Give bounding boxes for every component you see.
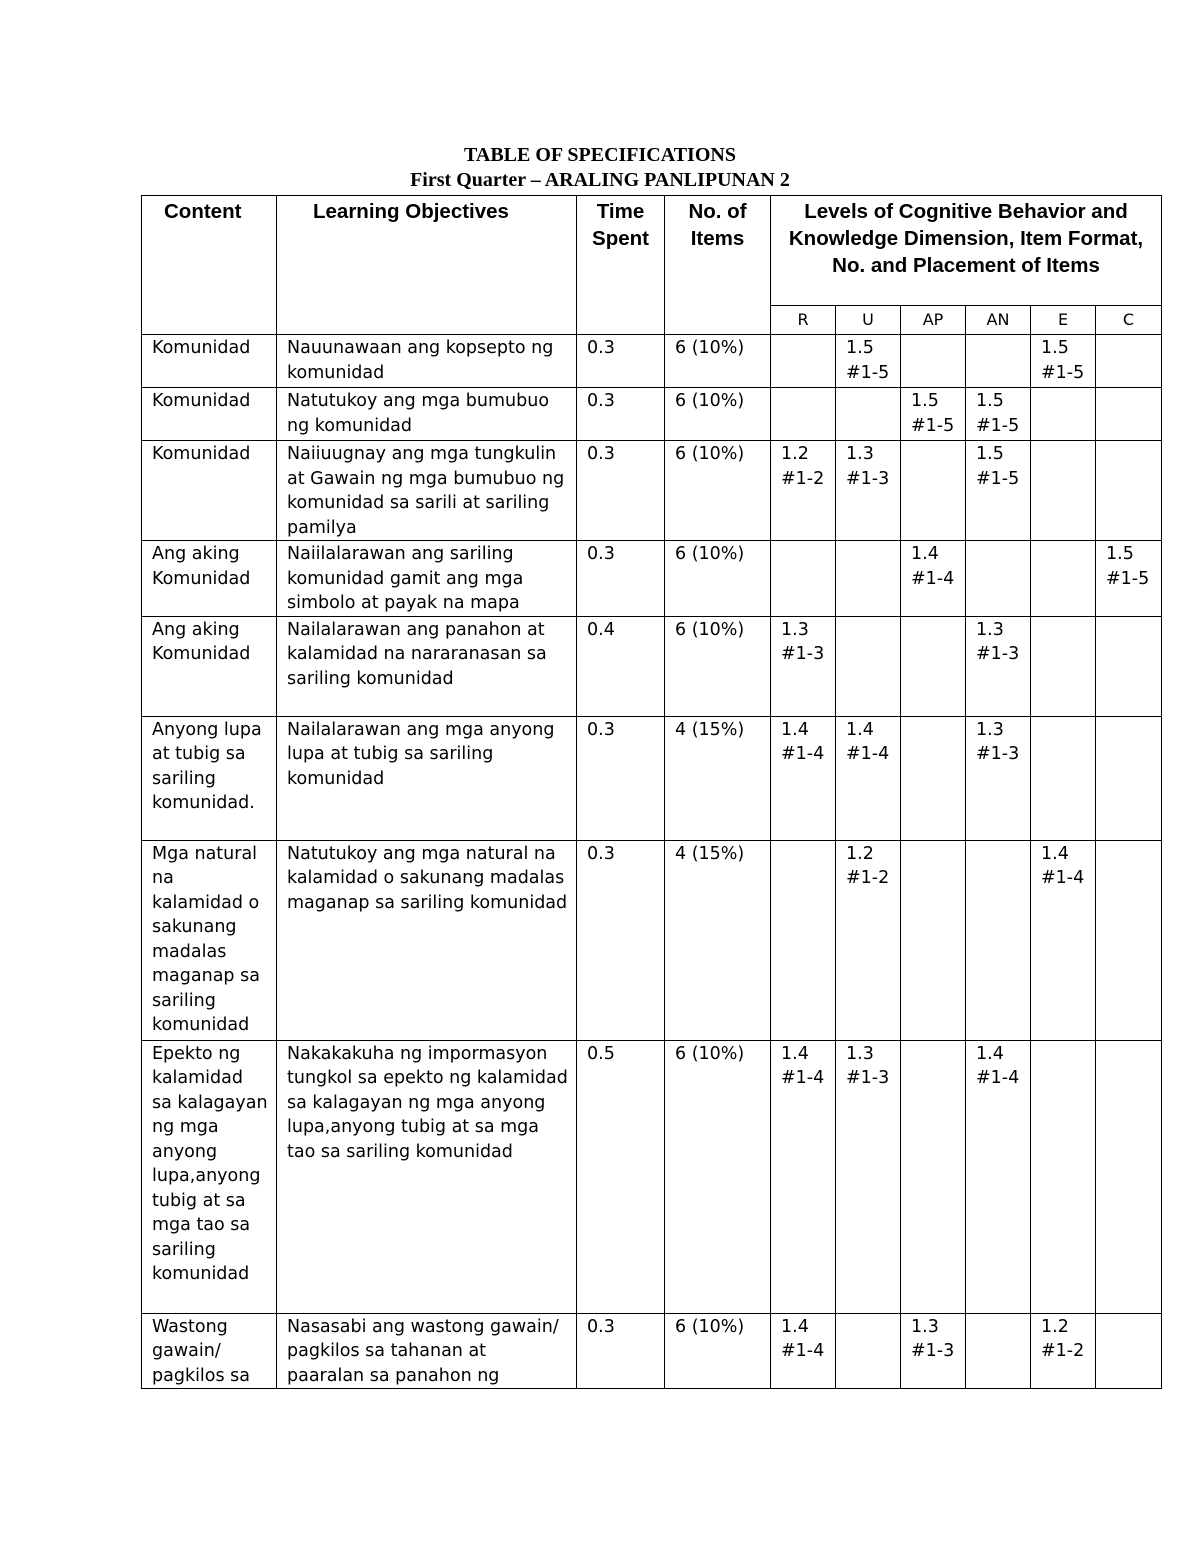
objective-cell: Nakakakuha ng impormasyon tungkol sa epekto ng kalamidad sa kalagayan ng mga anyong lupa,anyong tubig at sa mga tao sa sariling komunidad xyxy=(277,1040,577,1313)
item-placement: #1-5 xyxy=(976,468,1020,489)
no-of-items-cell: 6 (10%) xyxy=(665,388,771,441)
header-content: Content xyxy=(142,196,277,335)
time-spent-cell: 0.3 xyxy=(577,716,665,840)
level-cell-ap xyxy=(901,1040,966,1313)
item-count: 1.4 xyxy=(781,1043,809,1064)
level-cell-e xyxy=(1031,1040,1096,1313)
time-spent-cell: 0.3 xyxy=(577,388,665,441)
item-count: 1.2 xyxy=(1041,1316,1069,1337)
level-cell-u xyxy=(836,716,901,840)
item-placement: #1-2 xyxy=(781,468,825,489)
item-count: 1.3 xyxy=(976,619,1004,640)
item-placement: #1-5 xyxy=(911,415,955,436)
content-cell: Komunidad xyxy=(142,441,277,541)
table-row xyxy=(142,441,1162,541)
table-row xyxy=(142,1040,1162,1313)
no-of-items-cell: 6 (10%) xyxy=(665,441,771,541)
time-spent-cell: 0.3 xyxy=(577,335,665,388)
header-time-spent: Time Spent xyxy=(577,196,665,335)
page-title: TABLE OF SPECIFICATIONS xyxy=(464,144,736,166)
level-cell-r xyxy=(771,335,836,388)
item-count: 1.5 xyxy=(846,338,874,358)
level-cell-c xyxy=(1096,388,1162,441)
level-cell-ap xyxy=(901,616,966,716)
item-count: 1.4 xyxy=(1041,843,1069,864)
time-spent-cell: 0.3 xyxy=(577,541,665,617)
level-cell-ap xyxy=(901,388,966,441)
level-cell-an xyxy=(966,716,1031,840)
no-of-items-cell: 6 (10%) xyxy=(665,1313,771,1389)
level-cell-an xyxy=(966,541,1031,617)
objective-cell: Naiilalarawan ang sariling komunidad gamit ang mga simbolo at payak na mapa xyxy=(277,541,577,617)
level-cell-c xyxy=(1096,441,1162,541)
no-of-items-cell: 4 (15%) xyxy=(665,716,771,840)
item-placement: #1-5 xyxy=(1041,362,1085,383)
item-placement: #1-5 xyxy=(976,415,1020,436)
level-cell-an xyxy=(966,1313,1031,1389)
content-cell: Ang aking Komunidad xyxy=(142,541,277,617)
level-cell-e xyxy=(1031,541,1096,617)
header-no-of-items: No. of Items xyxy=(665,196,771,335)
level-cell-u xyxy=(836,541,901,617)
level-cell-r xyxy=(771,441,836,541)
table-row xyxy=(142,1313,1162,1389)
level-header-u: U xyxy=(836,306,901,335)
no-of-items-cell: 6 (10%) xyxy=(665,541,771,617)
content-cell: Komunidad xyxy=(142,388,277,441)
level-cell-c xyxy=(1096,1040,1162,1313)
level-cell-ap xyxy=(901,541,966,617)
item-placement: #1-3 xyxy=(976,744,1020,764)
item-count: 1.3 xyxy=(846,444,874,464)
item-count: 1.5 xyxy=(1041,338,1069,358)
level-cell-e xyxy=(1031,441,1096,541)
item-count: 1.5 xyxy=(1106,544,1134,564)
item-count: 1.5 xyxy=(911,391,939,411)
content-cell: Mga natural na kalamidad o sakunang madalas maganap sa sariling komunidad xyxy=(142,840,277,1040)
item-placement: #1-4 xyxy=(1041,868,1085,888)
level-cell-ap xyxy=(901,441,966,541)
level-cell-an xyxy=(966,1040,1031,1313)
level-cell-an xyxy=(966,388,1031,441)
item-placement: #1-4 xyxy=(781,1341,825,1361)
item-placement: #1-3 xyxy=(976,644,1020,664)
no-of-items-cell: 6 (10%) xyxy=(665,616,771,716)
item-count: 1.2 xyxy=(781,444,809,464)
level-cell-u xyxy=(836,388,901,441)
item-placement: #1-2 xyxy=(1041,1341,1085,1361)
item-placement: #1-3 xyxy=(846,1068,890,1088)
table-row xyxy=(142,840,1162,1040)
no-of-items-cell: 6 (10%) xyxy=(665,335,771,388)
content-cell: Wastong gawain/ pagkilos sa xyxy=(142,1313,277,1389)
item-count: 1.3 xyxy=(976,719,1004,740)
table-row xyxy=(142,335,1162,388)
objective-cell: Naiiuugnay ang mga tungkulin at Gawain ng mga bumubuo ng komunidad sa sarili at sariling pamilya xyxy=(277,441,577,541)
item-count: 1.3 xyxy=(911,1316,939,1337)
item-placement: #1-4 xyxy=(781,1068,825,1088)
level-cell-r xyxy=(771,1040,836,1313)
level-cell-c xyxy=(1096,840,1162,1040)
item-placement: #1-3 xyxy=(781,644,825,664)
item-count: 1.5 xyxy=(976,444,1004,464)
level-cell-e xyxy=(1031,388,1096,441)
level-cell-e xyxy=(1031,716,1096,840)
level-cell-an xyxy=(966,441,1031,541)
level-cell-r xyxy=(771,541,836,617)
level-cell-r xyxy=(771,716,836,840)
level-cell-r xyxy=(771,388,836,441)
item-count: 1.4 xyxy=(846,719,874,740)
time-spent-cell: 0.4 xyxy=(577,616,665,716)
level-cell-e xyxy=(1031,616,1096,716)
item-placement: #1-4 xyxy=(976,1068,1020,1088)
time-spent-cell: 0.3 xyxy=(577,1313,665,1389)
item-placement: #1-4 xyxy=(846,744,890,764)
level-cell-c xyxy=(1096,335,1162,388)
item-placement: #1-4 xyxy=(781,744,825,764)
table-row xyxy=(142,541,1162,617)
item-placement: #1-3 xyxy=(846,468,890,489)
level-cell-ap xyxy=(901,840,966,1040)
objective-cell: Nasasabi ang wastong gawain/ pagkilos sa tahanan at paaralan sa panahon ng xyxy=(277,1313,577,1389)
level-cell-c xyxy=(1096,616,1162,716)
time-spent-cell: 0.3 xyxy=(577,840,665,1040)
item-count: 1.4 xyxy=(781,719,809,740)
level-cell-e xyxy=(1031,840,1096,1040)
table-row xyxy=(142,716,1162,840)
level-cell-u xyxy=(836,335,901,388)
specifications-table xyxy=(141,195,1162,1389)
level-cell-ap xyxy=(901,716,966,840)
objective-cell: Natutukoy ang mga natural na kalamidad o sakunang madalas maganap sa sariling komunidad xyxy=(277,840,577,1040)
table-row xyxy=(142,616,1162,716)
header-cognitive-levels: Levels of Cognitive Behavior and Knowledge Dimension, Item Format, No. and Placement of Items xyxy=(771,196,1162,306)
content-cell: Ang aking Komunidad xyxy=(142,616,277,716)
level-header-an: AN xyxy=(966,306,1031,335)
page-subtitle: First Quarter – ARALING PANLIPUNAN 2 xyxy=(410,169,790,191)
objective-cell: Nailalarawan ang panahon at kalamidad na nararanasan sa sariling komunidad xyxy=(277,616,577,716)
item-placement: #1-4 xyxy=(911,568,955,589)
item-count: 1.3 xyxy=(781,619,809,640)
level-cell-u xyxy=(836,441,901,541)
level-cell-u xyxy=(836,1040,901,1313)
item-placement: #1-2 xyxy=(846,868,890,888)
item-count: 1.5 xyxy=(976,391,1004,411)
level-cell-c xyxy=(1096,716,1162,840)
level-cell-u xyxy=(836,616,901,716)
level-cell-ap xyxy=(901,335,966,388)
level-cell-ap xyxy=(901,1313,966,1389)
item-count: 1.4 xyxy=(911,544,939,564)
level-cell-an xyxy=(966,335,1031,388)
item-placement: #1-3 xyxy=(911,1341,955,1361)
level-cell-r xyxy=(771,616,836,716)
header-learning-objectives: Learning Objectives xyxy=(277,196,577,335)
no-of-items-cell: 4 (15%) xyxy=(665,840,771,1040)
objective-cell: Nailalarawan ang mga anyong lupa at tubig sa sariling komunidad xyxy=(277,716,577,840)
level-header-c: C xyxy=(1096,306,1162,335)
content-cell: Anyong lupa at tubig sa sariling komunidad. xyxy=(142,716,277,840)
item-count: 1.3 xyxy=(846,1043,874,1064)
level-cell-an xyxy=(966,616,1031,716)
level-cell-r xyxy=(771,1313,836,1389)
level-cell-an xyxy=(966,840,1031,1040)
level-header-r: R xyxy=(771,306,836,335)
item-placement: #1-5 xyxy=(846,362,890,383)
level-cell-u xyxy=(836,840,901,1040)
level-header-e: E xyxy=(1031,306,1096,335)
time-spent-cell: 0.5 xyxy=(577,1040,665,1313)
time-spent-cell: 0.3 xyxy=(577,441,665,541)
content-cell: Epekto ng kalamidad sa kalagayan ng mga anyong lupa,anyong tubig at sa mga tao sa sariling komunidad xyxy=(142,1040,277,1313)
level-cell-e xyxy=(1031,335,1096,388)
item-count: 1.2 xyxy=(846,843,874,864)
content-cell: Komunidad xyxy=(142,335,277,388)
level-header-ap: AP xyxy=(901,306,966,335)
objective-cell: Nauunawaan ang kopsepto ng komunidad xyxy=(277,335,577,388)
level-cell-c xyxy=(1096,541,1162,617)
level-cell-c xyxy=(1096,1313,1162,1389)
level-cell-e xyxy=(1031,1313,1096,1389)
level-cell-r xyxy=(771,840,836,1040)
level-cell-u xyxy=(836,1313,901,1389)
item-count: 1.4 xyxy=(781,1316,809,1337)
table-row xyxy=(142,388,1162,441)
objective-cell: Natutukoy ang mga bumubuo ng komunidad xyxy=(277,388,577,441)
item-placement: #1-5 xyxy=(1106,568,1150,589)
item-count: 1.4 xyxy=(976,1043,1004,1064)
no-of-items-cell: 6 (10%) xyxy=(665,1040,771,1313)
